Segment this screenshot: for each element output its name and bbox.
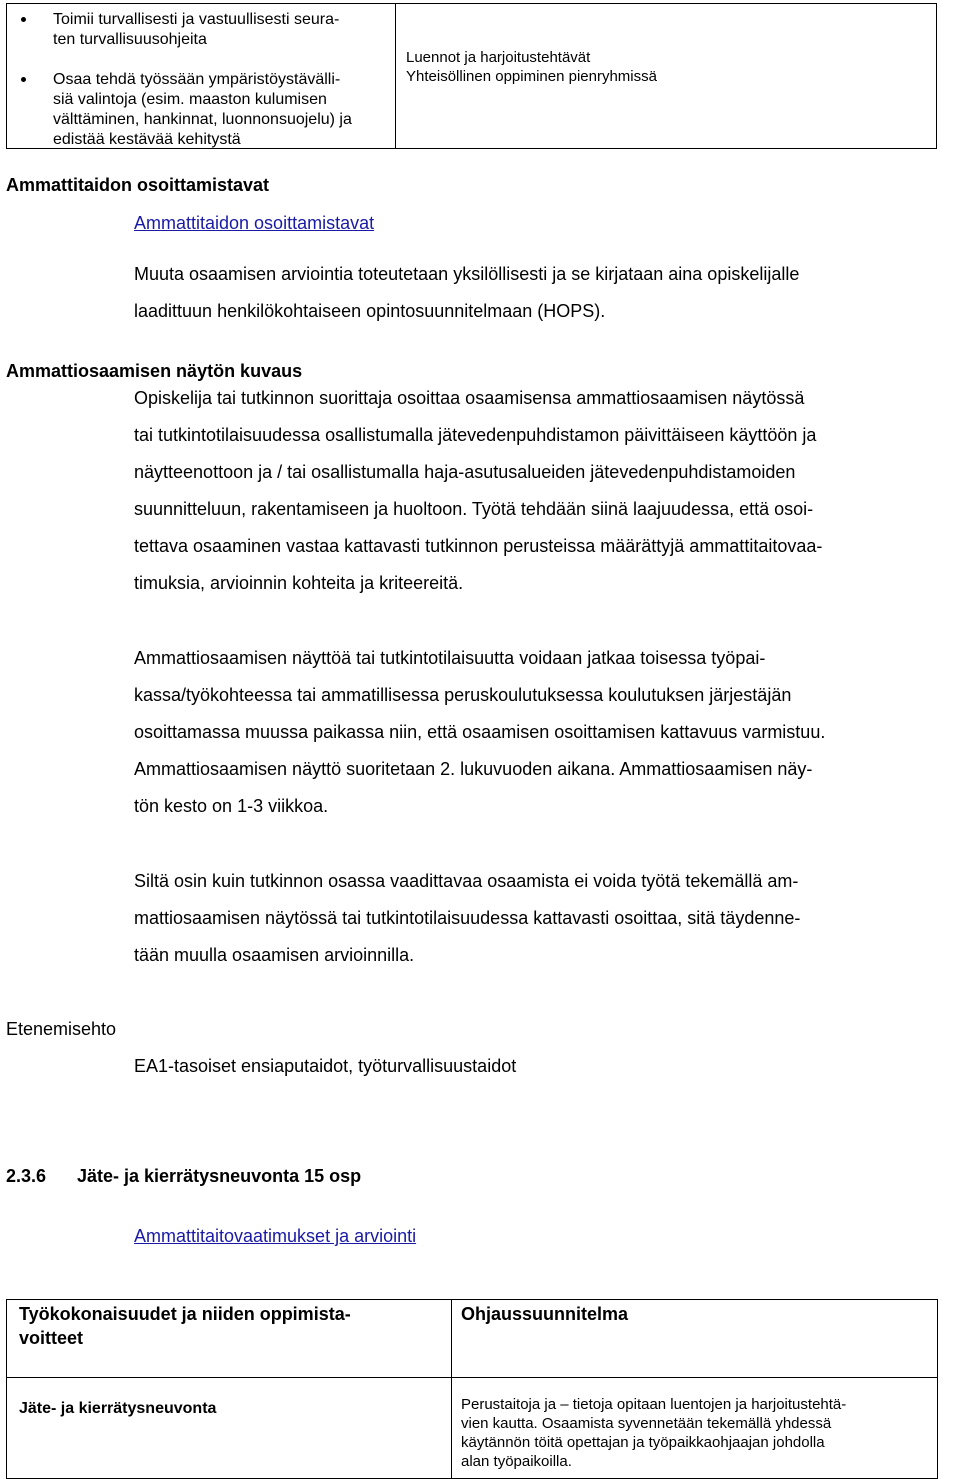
paragraph-line: tön kesto on 1-3 viikkoa. xyxy=(134,796,329,816)
requirements-link[interactable]: Ammattitaitovaatimukset ja arviointi xyxy=(134,1226,417,1246)
top-table-right-cell xyxy=(396,4,936,148)
bullet-line: välttäminen, hankinnat, luonnonsuojelu) ja xyxy=(53,111,352,128)
paragraph-line: Muuta osaamisen arviointia toteutetaan yksilöllisesti ja se kirjataan aina opiskelijalle xyxy=(134,264,800,284)
paragraph-line: mattiosaamisen näytössä tai tutkintotilaisuudessa kattavasti osoittaa, sitä täydenne- xyxy=(134,908,801,928)
paragraph-line: suunnitteluun, rakentamiseen ja huoltoon. Työtä tehdään siinä laajuudessa, että osoi- xyxy=(134,499,814,519)
bullet-line: Toimii turvallisesti ja vastuullisesti seura- xyxy=(53,11,340,28)
table-divider xyxy=(451,1300,452,1478)
progression-requirement: EA1-tasoiset ensiaputaidot, työturvallisuustaidot xyxy=(134,1056,517,1076)
table-cell-plan: Perustaitoja ja – tietoja opitaan luentojen ja harjoitustehtä- vien kautta. Osaamista syvennetään tekemällä yhdessä käytännön töitä opettajan ja työpaikkaohjaajan johdolla alan työpaikoilla. xyxy=(461,1396,847,1470)
paragraph-line: Ammattiosaamisen näyttöä tai tutkintotilaisuutta voidaan jatkaa toisessa työpai- xyxy=(134,648,766,668)
paragraph-line: tään muulla osaamisen arvioinnilla. xyxy=(134,945,415,965)
bullet-line: ten turvallisuusohjeita xyxy=(53,31,207,48)
section-number: 2.3.6 xyxy=(6,1166,47,1186)
section-heading: Ammattitaidon osoittamistavat xyxy=(6,175,270,195)
top-table-left-cell xyxy=(7,4,396,148)
table-header-right: Ohjaussuunnitelma xyxy=(461,1304,629,1324)
top-table xyxy=(6,3,937,149)
bullet-line: Osaa tehdä työssään ympäristöystävälli- xyxy=(53,71,341,88)
paragraph-line: timuksia, arvioinnin kohteita ja kriteereitä. xyxy=(134,573,464,593)
paragraph-line: Ammattiosaamisen näyttö suoritetaan 2. lukuvuoden aikana. Ammattiosaamisen näy- xyxy=(134,759,813,779)
bullet-icon xyxy=(21,77,26,82)
table-divider xyxy=(7,1377,937,1378)
bullet-icon xyxy=(21,17,26,22)
paragraph-line: Opiskelija tai tutkinnon suorittaja osoittaa osaamisensa ammattiosaamisen näytössä xyxy=(134,388,805,408)
teaching-method: Yhteisöllinen oppiminen pienryhmissä xyxy=(406,68,657,85)
table-cell-work-unit: Jäte- ja kierrätysneuvonta xyxy=(19,1400,217,1417)
paragraph-line: tettava osaaminen vastaa kattavasti tutkinnon perusteissa määrättyjä ammattitaitovaa- xyxy=(134,536,823,556)
paragraph-line: tai tutkintotilaisuudessa osallistumalla jätevedenpuhdistamon päivittäiseen käyttöön ja xyxy=(134,425,817,445)
section-heading: Etenemisehto xyxy=(6,1019,117,1039)
paragraph-line: laadittuun henkilökohtaiseen opintosuunnitelmaan (HOPS). xyxy=(134,301,606,321)
bottom-table xyxy=(6,1299,938,1479)
assessment-methods-link[interactable]: Ammattitaidon osoittamistavat xyxy=(134,213,375,233)
section-title: Jäte- ja kierrätysneuvonta 15 osp xyxy=(77,1166,362,1186)
section-heading: Ammattiosaamisen näytön kuvaus xyxy=(6,361,303,381)
bullet-line: siä valintoja (esim. maaston kulumisen xyxy=(53,91,327,108)
teaching-method: Luennot ja harjoitustehtävät xyxy=(406,49,591,66)
paragraph-line: osoittamassa muussa paikassa niin, että osaamisen osoittamisen kattavuus varmistuu. xyxy=(134,722,826,742)
paragraph-line: näytteenottoon ja / tai osallistumalla haja-asutusalueiden jätevedenpuhdistamoiden xyxy=(134,462,796,482)
bullet-line: edistää kestävää kehitystä xyxy=(53,131,241,148)
paragraph-line: Siltä osin kuin tutkinnon osassa vaadittavaa osaamista ei voida työtä tekemällä am- xyxy=(134,871,799,891)
paragraph-line: kassa/työkohteessa tai ammatillisessa peruskoulutuksessa koulutuksen järjestäjän xyxy=(134,685,792,705)
table-header-left: Työkokonaisuudet ja niiden oppimista- voitteet xyxy=(19,1304,351,1348)
